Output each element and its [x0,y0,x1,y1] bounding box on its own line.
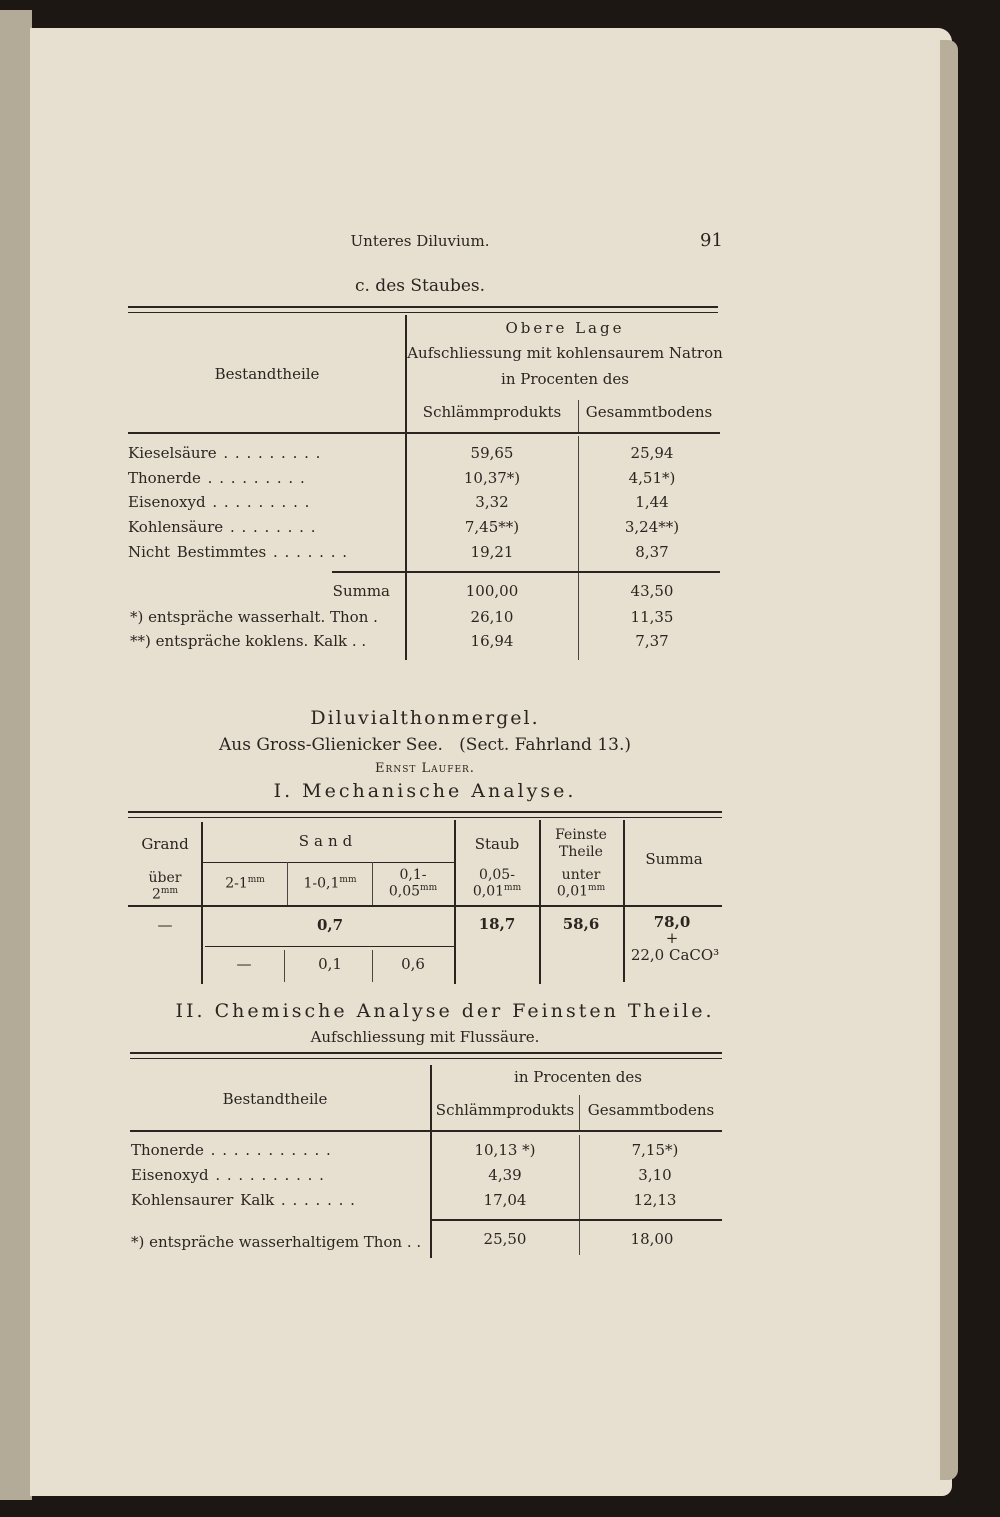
group-header: Obere Lage [505,319,625,337]
col-header: Staub [474,835,520,853]
heading: II. Chemische Analyse der Feinsten Theile. [175,1000,715,1022]
row-label: Kieselsäure . . . . . . . . . [128,444,321,462]
col-header: Grand [141,835,189,853]
row-label: Kohlensaurer Kalk . . . . . . . [131,1191,355,1209]
summa-label: Summa [332,582,390,600]
cell: 18,7 [478,915,516,933]
cell: 0,1 [318,955,342,973]
col-header: Summa [645,850,703,868]
cell: — [157,916,173,934]
cell: 26,10 [470,608,514,626]
location: Aus Gross-Glienicker See. (Sect. Fahrland 13.) [218,735,632,755]
col-subheader [152,887,178,902]
section-title: c. des Staubes. [354,276,486,296]
row-label: Kohlensäure . . . . . . . . [128,518,316,536]
cell: 18,00 [630,1230,674,1248]
cell: 3,24**) [624,518,680,536]
value: 2 [152,886,161,903]
unit: mm [339,875,357,885]
col-subheader: 0,1- [399,867,427,883]
cell: 8,37 [635,543,669,561]
cell: 1,44 [635,493,669,511]
cell: 7,15*) [631,1141,679,1159]
row-label: Eisenoxyd . . . . . . . . . [128,493,310,511]
unit: mm [247,875,265,885]
col-header: Theile [559,844,603,860]
group-subheader: in Procenten des [501,370,629,388]
cell: 17,04 [483,1191,527,1209]
col-subheader [389,884,437,899]
col-header: Gesammtbodens [587,1101,715,1119]
cell: 4,51*) [628,469,676,487]
col-header: Schlämmprodukts [435,1101,575,1119]
cell: 22,0 CaCO³ [630,946,720,964]
row-label: Nicht Bestimmtes . . . . . . . [128,543,348,561]
value: 0,01 [556,883,589,900]
footnote-label: *) entspräche wasserhaltigem Thon . . [131,1233,422,1251]
page [30,28,952,1496]
col-header: Bestandtheile [214,365,320,383]
value: 2-1 [225,875,248,892]
cell: 7,45**) [464,518,520,536]
footnote-label: **) entspräche koklens. Kalk . . [130,632,367,650]
col-subheader: unter [561,867,601,883]
cell: 59,65 [470,444,514,462]
cell: — [236,955,252,973]
col-subheader: 0,05- [479,867,515,883]
left-page-edge [0,10,32,1500]
col-header: Gesammtbodens [585,403,713,421]
row-label: Thonerde . . . . . . . . . . . [131,1141,331,1159]
subheading: Aufschliessung mit Flussäure. [310,1028,540,1046]
page-edge [940,40,958,1480]
cell: 10,13 *) [474,1141,536,1159]
cell: 7,37 [635,632,669,650]
footnote-label: *) entspräche wasserhalt. Thon . [130,608,378,626]
col-header: Feinste [555,827,607,843]
row-label: Eisenoxyd . . . . . . . . . . [131,1166,324,1184]
col-subheader [225,876,265,891]
cell: 100,00 [465,582,519,600]
cell: 19,21 [470,543,514,561]
unit: mm [504,883,522,893]
cell: 4,39 [488,1166,522,1184]
cell: 25,50 [483,1230,527,1248]
cell: 16,94 [470,632,514,650]
cell: 3,32 [475,493,509,511]
cell: + [665,929,679,947]
col-header: Bestandtheile [222,1090,328,1108]
unit: mm [588,883,606,893]
value: 0,05 [388,883,421,900]
row-label: Thonerde . . . . . . . . . [128,469,305,487]
heading: Diluvialthonmergel. [310,707,540,729]
col-subheader: über [148,870,182,886]
running-title: Unteres Diluvium. [350,232,490,250]
col-subheader [557,884,605,899]
group-header: in Procenten des [514,1068,642,1086]
col-subheader [304,876,357,891]
col-header: Sand [298,832,358,850]
col-subheader [473,884,521,899]
unit: mm [420,883,438,893]
cell: 0,6 [401,955,425,973]
page-number: 91 [700,230,723,251]
unit: mm [160,886,178,896]
author: Ernst Laufer. [375,761,475,776]
cell: 12,13 [633,1191,677,1209]
value: 0,01 [472,883,505,900]
col-header: Schlämmprodukts [422,403,562,421]
cell: 78,0 [653,913,691,931]
heading: I. Mechanische Analyse. [273,780,577,802]
cell: 25,94 [630,444,674,462]
group-subheader: Aufschliessung mit kohlensaurem Natron [407,344,723,362]
cell: 10,37*) [463,469,521,487]
cell: 43,50 [630,582,674,600]
cell: 3,10 [638,1166,672,1184]
cell: 58,6 [562,915,600,933]
cell: 11,35 [630,608,674,626]
cell: 0,7 [316,916,344,934]
value: 1-0,1 [303,875,340,892]
